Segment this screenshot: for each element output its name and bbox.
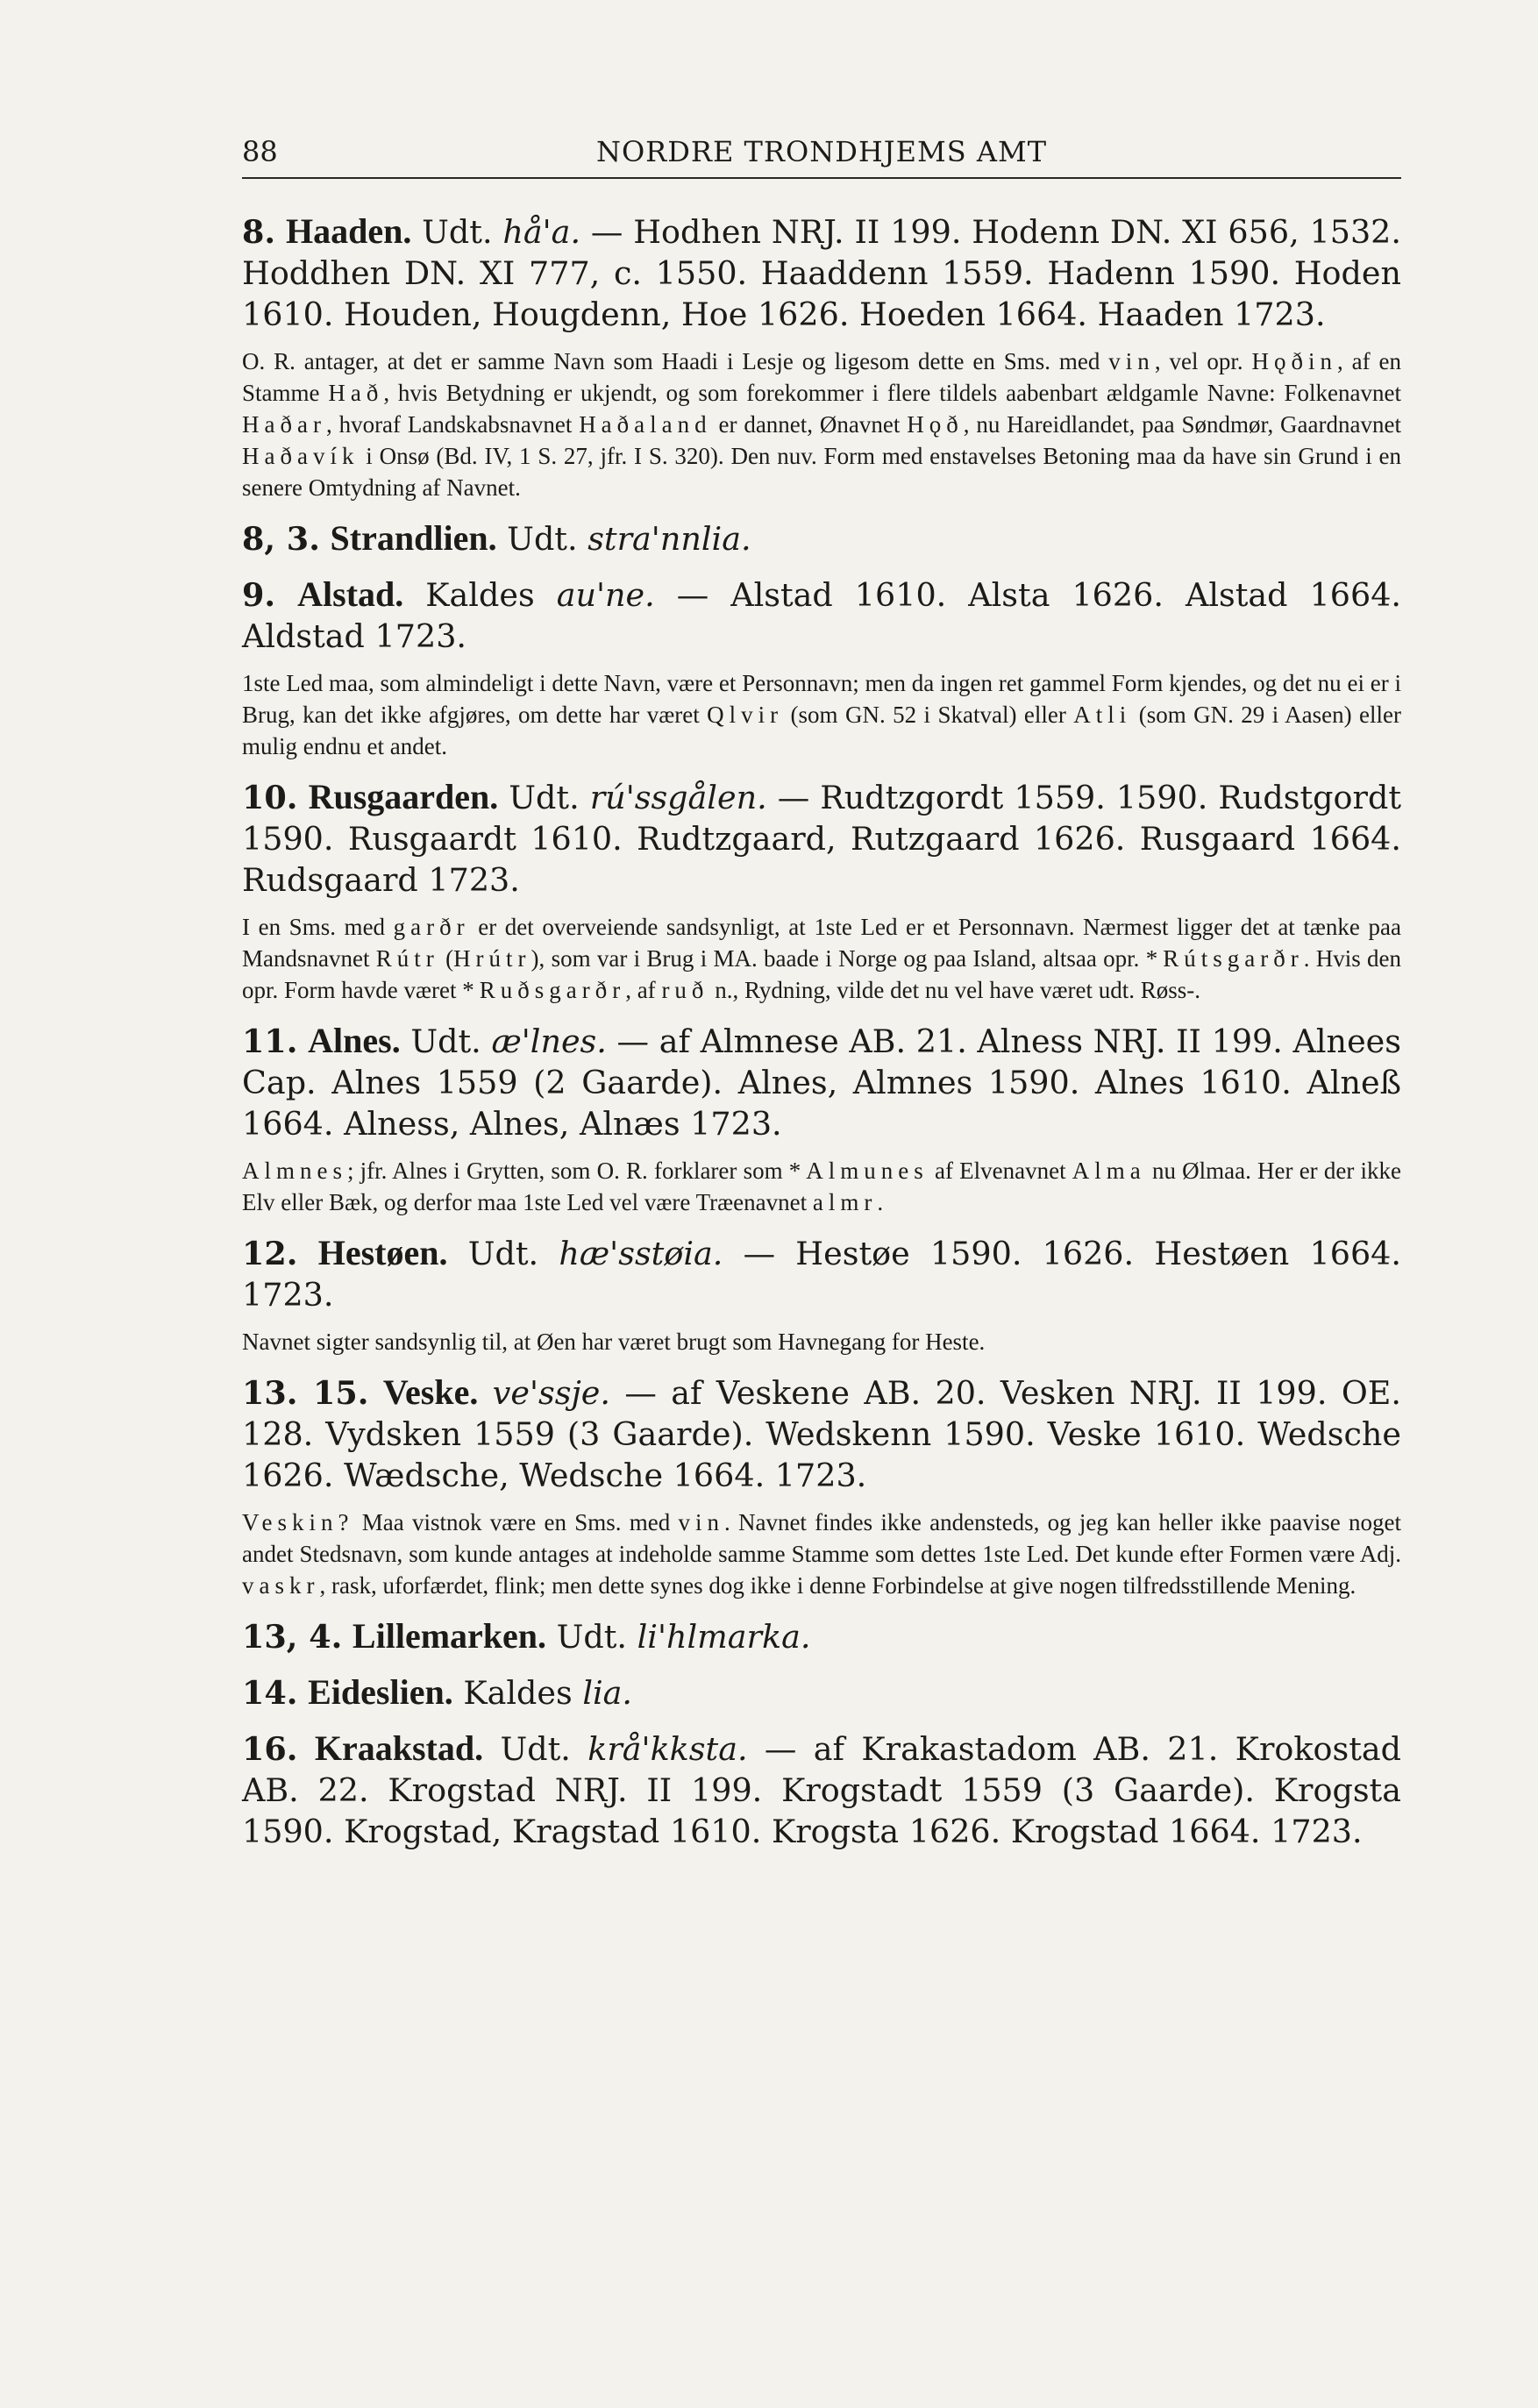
entry-commentary [242, 346, 1401, 503]
spaced-term: *Rútsgarðr [1145, 945, 1304, 972]
spaced-term: Hrútr [453, 945, 531, 972]
commentary-text: 1ste Led maa, som almindeligt i dette Navn, være et Personnavn; men da ingen ret gammel Form kjendes, og det nu ei er i Brug, kan det ikke afgjøres, om dette har været [242, 670, 1401, 728]
spaced-term: Qlvir [707, 702, 784, 728]
commentary-text: (som GN. 52 i Skatval) eller [783, 702, 1074, 728]
spaced-term: Alma [1072, 1158, 1146, 1184]
entry-text: Udt. [546, 1618, 637, 1656]
entry-number: 14. [242, 1674, 298, 1712]
entry-number: 13, 4. [242, 1618, 343, 1656]
entry-main-line [242, 210, 1401, 335]
commentary-text: Navnet sigter sandsynlig til, at Øen har været brugt som Havnegang for Heste. [242, 1329, 986, 1355]
commentary-text: er det overveiende sandsynligt, at 1ste Led er et Personnavn. Nærmest ligger det at tænke paa Mandsnavnet [242, 914, 1401, 972]
commentary-text: er dannet, Ønavnet [711, 411, 908, 438]
entry-name: Kraakstad. [314, 1728, 484, 1768]
spaced-term: Almnes [242, 1158, 347, 1184]
entry-number: 11. [242, 1022, 298, 1060]
page-body [242, 210, 1401, 1866]
entry-name: Eideslien. [308, 1672, 453, 1712]
entry-main-line [242, 1232, 1401, 1315]
commentary-text: O. R. antager, at det er samme Navn som Haadi i Lesje og ligesom dette en Sms. med [242, 348, 1109, 374]
entry-commentary [242, 667, 1401, 762]
entry-text: — af Almnese AB. 21. Alness NRJ. II 199. Alnees Cap. Alnes 1559 (2 Gaarde). Alnes, Almnes 1590. Alnes 1610. Alneß 1664. Alness, Alnes, Alnæs 1723. [242, 1022, 1402, 1143]
commentary-text: ( [438, 945, 454, 972]
commentary-text: , hvoraf Landskabsnavnet [325, 411, 580, 438]
spaced-term: ruð [661, 977, 709, 1003]
entry-text: Udt. [498, 779, 590, 816]
pronunciation: krå'kksta. [587, 1730, 748, 1768]
entry-text [478, 1374, 492, 1412]
commentary-text: , af en Stamme [242, 348, 1401, 406]
entry [242, 776, 1401, 1006]
entry-main-line [242, 1615, 1401, 1657]
spaced-term: Hǫðin [1251, 348, 1337, 374]
spaced-term: Haðavík [242, 443, 360, 469]
entry-text: Udt. [400, 1022, 492, 1060]
commentary-text: i Onsø (Bd. IV, 1 S. 27, jfr. I S. 320). Den nuv. Form med enstavelses Betoning maa da have sin Grund i en senere Omtydning af Navnet. [242, 443, 1401, 501]
entry [242, 1615, 1401, 1657]
entry-name: Lillemarken. [352, 1616, 547, 1656]
entry-name: Alnes. [308, 1021, 401, 1060]
entry-commentary [242, 1507, 1401, 1601]
pronunciation: au'ne. [556, 576, 655, 614]
spaced-term: Veskin? [242, 1509, 354, 1535]
pronunciation: stra'nnlia. [587, 520, 751, 558]
spaced-term: *Ruðsgarðr [462, 977, 626, 1003]
spaced-term: vaskr [242, 1572, 320, 1599]
entry-main-line [242, 776, 1401, 901]
entry-text: Udt. [483, 1730, 588, 1768]
entry-name: Alstad. [297, 574, 404, 614]
entry-commentary [242, 1155, 1401, 1218]
entry [242, 1371, 1401, 1601]
spaced-term: vin [1108, 348, 1155, 374]
entry-text: — af Krakastadom AB. 21. Krokostad AB. 22. Krogstad NRJ. II 199. Krogstadt 1559 (3 Gaarde). Krogsta 1590. Krogstad, Kragstad 1610. Krogsta 1626. Krogstad 1664. 1723. [242, 1730, 1401, 1850]
spaced-term: *Almunes [788, 1158, 929, 1184]
entry-number: 8, 3. [242, 520, 320, 558]
commentary-text: nu Ølmaa. Her er der ikke Elv eller Bæk, og derfor maa 1ste Led vel være Træenavnet [242, 1158, 1401, 1215]
entry-main-line [242, 1728, 1401, 1852]
entry [242, 1232, 1401, 1357]
page-number: 88 [242, 135, 278, 168]
entry-name: Strandlien. [330, 518, 497, 558]
commentary-text: I en Sms. med [242, 914, 394, 940]
entry [242, 517, 1401, 559]
entry-main-line [242, 1020, 1401, 1144]
entry [242, 210, 1401, 503]
entry-number: 10. [242, 779, 298, 816]
spaced-term: vin [678, 1509, 724, 1535]
pronunciation: rú'ssgålen. [589, 779, 767, 816]
entry-text: — Alstad 1610. Alsta 1626. Alstad 1664. Aldstad 1723. [242, 576, 1402, 655]
commentary-text: , af [625, 977, 662, 1003]
spaced-term: Atli [1073, 702, 1132, 728]
pronunciation: ve'ssje. [492, 1374, 610, 1412]
entry-commentary [242, 911, 1401, 1006]
entry-text: Udt. [447, 1235, 559, 1272]
entry-name: Hestøen. [317, 1233, 448, 1272]
entry-name: Rusgaarden. [308, 777, 499, 816]
entry [242, 1671, 1401, 1713]
entry-number: 16. [242, 1730, 298, 1768]
entry-text: Udt. [411, 213, 503, 251]
entry [242, 1020, 1401, 1218]
entry-commentary [242, 1326, 1401, 1357]
commentary-text: . Navnet findes ikke andensteds, og jeg kan heller ikke paavise noget andet Stedsnavn, som kunde antages at indeholde samme Stamme som dettes 1ste Led. Det kunde efter Formen være Adj. [242, 1509, 1401, 1567]
entry-text: — Hodhen NRJ. II 199. Hodenn DN. XI 656, 1532. Hoddhen DN. XI 777, c. 1550. Haaddenn 1559. Hadenn 1590. Hoden 1610. Houden, Hougdenn, Hoe 1626. Hoeden 1664. Haaden 1723. [242, 213, 1401, 333]
commentary-text: , hvis Betydning er ukjendt, og som forekommer i flere tildels aabenbart ældgamle Navne: Folkenavnet [383, 380, 1401, 406]
commentary-text: af Elvenavnet [928, 1158, 1072, 1184]
entry [242, 574, 1401, 762]
entry-main-line [242, 1371, 1401, 1496]
spaced-term: Rútr [375, 945, 439, 972]
entry-number: 9. [242, 576, 276, 614]
entry-text: Udt. [496, 520, 588, 558]
commentary-text: ), som var i Brug i MA. baade i Norge og paa Island, altsaa opr. [530, 945, 1146, 972]
pronunciation: li'hlmarka. [637, 1618, 811, 1656]
page-header [242, 132, 1401, 179]
pronunciation: hå'a. [502, 213, 581, 251]
spaced-term: garðr [393, 914, 470, 940]
entry-text: — Hestøe 1590. 1626. Hestøen 1664. 1723. [242, 1235, 1401, 1314]
entry-text: — af Veskene AB. 20. Vesken NRJ. II 199. OE. 128. Vydsken 1559 (3 Gaarde). Wedskenn 1590. Veske 1610. Wedsche 1626. Wædsche, Wedsche 1664. 1723. [242, 1374, 1401, 1494]
entry-text: Kaldes [452, 1674, 583, 1712]
entry-text: — Rudtzgordt 1559. 1590. Rudstgordt 1590. Rusgaardt 1610. Rudtzgaard, Rutzgaard 1626. Rusgaard 1664. Rudsgaard 1723. [242, 779, 1401, 899]
entry-number: 12. [242, 1235, 298, 1272]
entry-name: Haaden. [285, 211, 412, 251]
commentary-text: , rask, uforfærdet, flink; men dette synes dog ikke i denne Forbindelse at give nogen tilfredsstillende Mening. [319, 1572, 1356, 1599]
spaced-term: Haðar [242, 411, 326, 438]
spaced-term: Hǫð [907, 411, 964, 438]
commentary-text: , vel opr. [1154, 348, 1252, 374]
commentary-text: , nu Hareidlandet, paa Søndmør, Gaardnavnet [963, 411, 1401, 438]
entry-name: Veske. [382, 1372, 479, 1412]
commentary-text: (som GN. 29 i Aasen) eller mulig endnu et andet. [242, 702, 1401, 759]
commentary-text: ; jfr. Alnes i Grytten, som O. R. forklarer som [347, 1158, 789, 1184]
commentary-text: Maa vistnok være en Sms. med [353, 1509, 679, 1535]
commentary-text: . Hvis den opr. Form havde været [242, 945, 1402, 1003]
spaced-term: Hað [328, 380, 384, 406]
commentary-text: . [877, 1189, 884, 1215]
pronunciation: lia. [582, 1674, 633, 1712]
running-title: NORDRE TRONDHJEMS AMT [595, 135, 1048, 168]
entry-number: 8. [242, 213, 276, 251]
entry [242, 1728, 1401, 1852]
entry-main-line [242, 1671, 1401, 1713]
entry-main-line [242, 517, 1401, 559]
pronunciation: æ'lnes. [491, 1022, 607, 1060]
entry-main-line [242, 574, 1401, 657]
entry-text: Kaldes [403, 576, 557, 614]
spaced-term: Haðaland [579, 411, 712, 438]
spaced-term: almr [812, 1189, 878, 1215]
entry-number: 13. 15. [242, 1374, 369, 1412]
commentary-text: n., Rydning, vilde det nu vel have været udt. Røss-. [708, 977, 1201, 1003]
pronunciation: hæ'sstøia. [559, 1235, 723, 1272]
